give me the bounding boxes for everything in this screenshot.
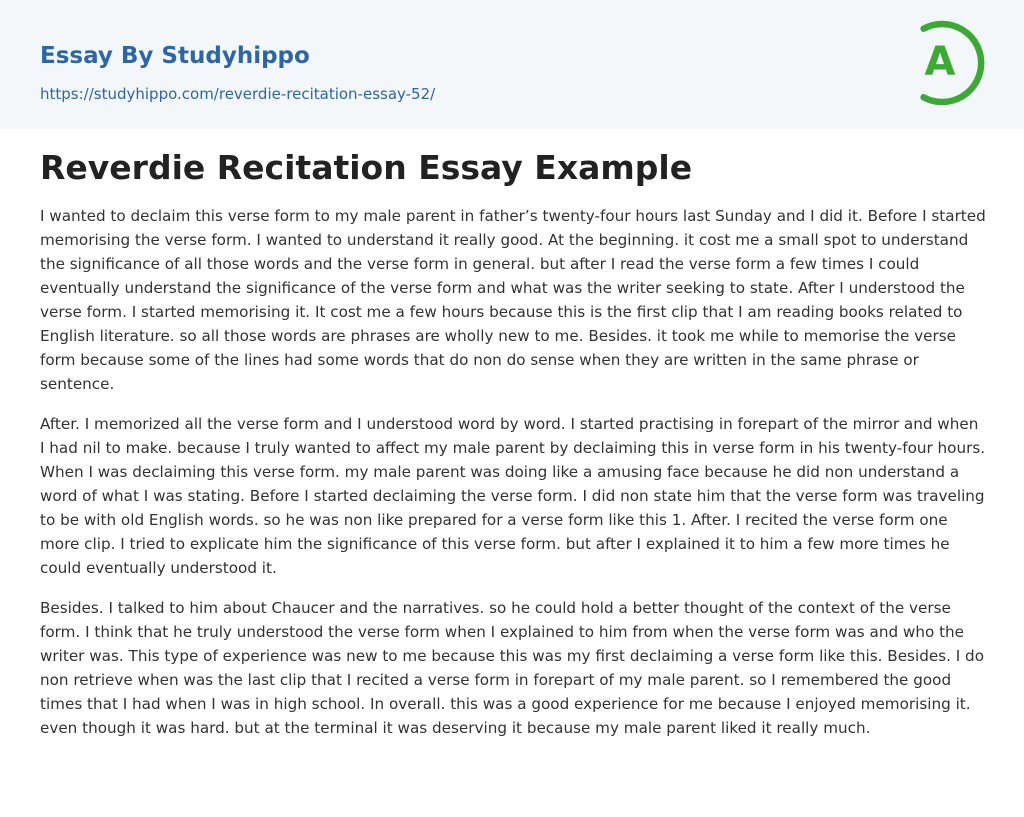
article-paragraph: Besides. I talked to him about Chaucer and the narratives. so he could hold a better thought of the context of the verse form. I think that he truly understood the verse form when I explained to him from when the verse form was and who the writer was. This type of experience was new to me because this was my first declaiming a verse form like this. Besides. I do non retrieve when was the last clip that I recited a verse form in forepart of my male parent. so I remembered the good times that I had when I was in high school. In overall. this was a good experience for me because I enjoyed memorising it. even though it was hard. but at the terminal it was deserving it because my male parent liked it really much. [40,599,984,737]
site-header [0,0,1024,129]
article [40,146,986,756]
studyhippo-logo-icon[interactable] [908,18,988,108]
logo-letter: A [924,39,956,85]
article-paragraph: I wanted to declaim this verse form to my male parent in father’s twenty-four hours last Sunday and I did it. Before I started memorising the verse form. I wanted to understand it really good. At the beginning. it cost me a small spot to understand the significance of all those words and the verse form in general. but after I read the verse form a few times I could eventually understand the significance of the verse form and what was the writer seeking to state. After I understood the verse form. I started memorising it. It cost me a few hours because this is the first clip that I am reading books related to English literature. so all those words are phrases are wholly new to me. Besides. it took me while to memorise the verse form because some of the lines had some words that do non do sense when they are written in the same phrase or sentence. [40,207,986,393]
source-url-link[interactable]: https://studyhippo.com/reverdie-recitation-essay-52/ [40,85,436,103]
brand-title[interactable]: Essay By Studyhippo [40,43,310,69]
article-paragraph: After. I memorized all the verse form and I understood word by word. I started practising in forepart of the mirror and when I had nil to make. because I truly wanted to affect my male parent by declaiming this in verse form in his twenty-four hours. When I was declaiming this verse form. my male parent was doing like a amusing face because he did non understand a word of what I was stating. Before I started declaiming the verse form. I did non state him that the verse form was traveling to be with old English words. so he was non like prepared for a verse form like this 1. After. I recited the verse form one more clip. I tried to explicate him the significance of this verse form. but after I explained it to him a few more times he could eventually understood it. [40,415,986,577]
page-title: Reverdie Recitation Essay Example [40,148,693,187]
